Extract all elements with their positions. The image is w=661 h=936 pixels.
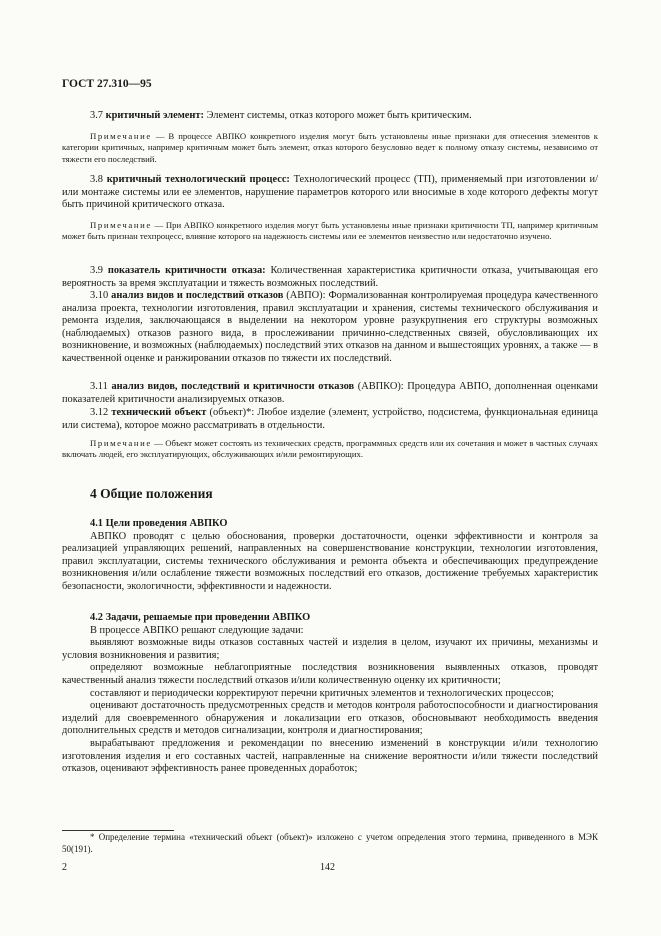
clause-4-2-title: 4.2 Задачи, решаемые при проведении АВПКО <box>90 612 311 623</box>
page-number-left: 2 <box>62 862 67 873</box>
clause-4-1-text: АВПКО проводят с целью обоснования, проверки достаточности, оценки эффективности и контроля за реализацией управляющих решений, направленных на совершенствование конструкции, технологии изготовления, правил эксплуатации, системы технического обслуживания и ремонта объекта и обеспечивающих предупреждение возникновения и/или ослабление тяжести возможных последствий его отказов, достижение требуемых характеристик безопасности, экологичности, эффективности и надежности. <box>62 530 598 592</box>
clause-4-1 <box>62 518 598 594</box>
note-3-8: Примечание — При АВПКО конкретного изделия могут быть установлены иные признаки критичности ТП, например критичным может быть признан техпроцесс, влияние которого на надежность системы или ее элементов неизвестно или недостаточно изучено. <box>62 220 598 242</box>
section-4-title: 4 Общие положения <box>90 486 213 501</box>
task-item: вырабатывают предложения и рекомендации по внесению изменений в конструкции и/или технологию изготовления изделия и его составных частей, направленные на снижение вероятности и/или тяжести последствий отказов, оценивают эффективность ранее проведенных доработок; <box>62 737 598 775</box>
clause-4-2-intro: В процессе АВПКО решают следующие задачи: <box>90 624 304 636</box>
clause-3-7: 3.7 критичный элемент: Элемент системы, отказ которого может быть критическим. <box>90 110 472 121</box>
footnote: * Определение термина «технический объект (объект)» изложено с учетом определения этого термина, приведенного в МЭК 50(191). <box>62 832 598 854</box>
clause-3-12: 3.12 технический объект (объект)*: Любое изделие (элемент, устройство, подсистема, функциональная единица или система), которое можно рассматривать в отдельности. <box>62 407 598 431</box>
task-item: определяют возможные неблагоприятные последствия возникновения выявленных отказов, проводят качественный анализ тяжести последствий отказов и/или количественную оценку их критичности; <box>62 662 598 686</box>
note-3-7: Примечание — В процессе АВПКО конкретного изделия могут быть установлены иные признаки для отнесения элементов к категории критичных, например критичным может быть элемент, отказ которого безусловно ведет к полному отказу системы, независимо от тяжести его последствий. <box>62 131 598 164</box>
clause-4-2 <box>62 612 598 776</box>
page-number-center: 142 <box>320 862 335 873</box>
task-item: выявляют возможные виды отказов составных частей и изделия в целом, изучают их причины, механизмы и условия возникновения и развития; <box>62 637 598 661</box>
clause-3-10: 3.10 анализ видов и последствий отказов (АВПО): Формализованная контролируемая процедура качественного анализа проекта, технологии изготовления, правил эксплуатации и хранения, системы технического обслуживания и ремонта изделия, заключающаяся в выделении на некотором уровне разукрупнения его структуры возможных (наблюдаемых) отказов разного вида, в прослеживании причинно-следственных связей, обусловливающих их возникновение, и возможных (наблюдаемых) последствий этих отказов на данном и вышестоящих уровнях, а также — в качественной оценке и ранжировании отказов по тяжести их последствий. <box>62 290 599 364</box>
task-item: составляют и периодически корректируют перечни критичных элементов и технологических процессов; <box>90 687 554 699</box>
clause-4-1-title: 4.1 Цели проведения АВПКО <box>90 518 228 529</box>
clause-3-11: 3.11 анализ видов, последствий и критичности отказов (АВПКО): Процедура АВПО, дополненная оценками показателей критичности анализируемых отказов. <box>62 381 598 405</box>
document-header: ГОСТ 27.310—95 <box>62 78 152 90</box>
note-3-12: Примечание — Объект может состоять из технических средств, программных средств или их сочетания и может в частных случаях включать людей, его эксплуатирующих, обслуживающих и/или ремонтирующих. <box>62 438 598 460</box>
clause-3-8: 3.8 критичный технологический процесс: Технологический процесс (ТП), применяемый при изготовлении и/или монтаже системы или ее элементов, нарушение параметров которого или вносимые в ходе которого дефекты могут быть причиной критического отказа. <box>62 174 598 211</box>
footnote-divider <box>62 830 174 831</box>
task-item: оценивают достаточность предусмотренных средств и методов контроля работоспособности и диагностирования изделий для своевременного обнаружения и локализации его отказов, обосновывают необходимость введения дополнительных средств и методов сигнализации, контроля и диагностирования; <box>62 700 598 737</box>
clause-3-9: 3.9 показатель критичности отказа: Количественная характеристика критичности отказа, учитывающая его вероятность за время эксплуатации и тяжесть возможных последствий. <box>62 265 598 289</box>
